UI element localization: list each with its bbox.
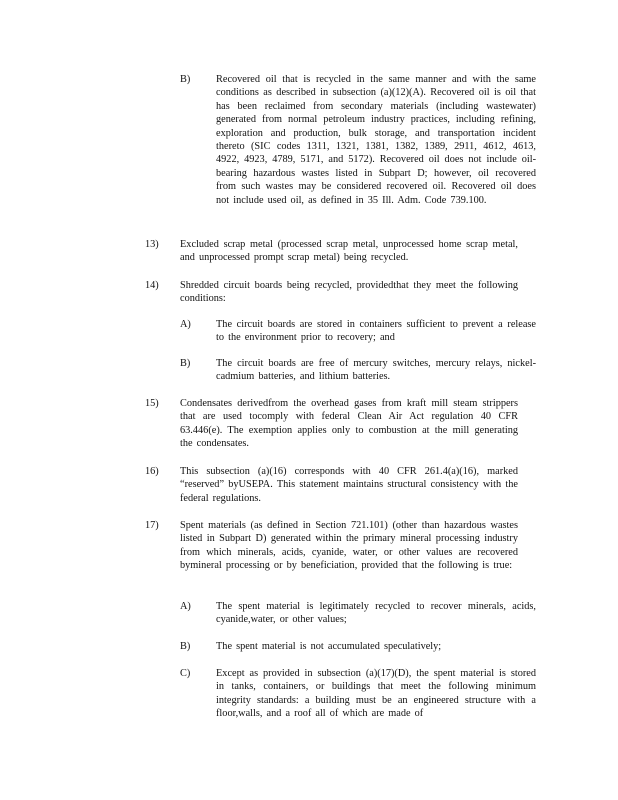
entry-marker: 17)	[145, 520, 159, 531]
entry-marker: B)	[180, 641, 191, 652]
entry-marker: A)	[180, 601, 191, 612]
entry-marker: 16)	[145, 466, 159, 477]
entry-text: Shredded circuit boards being recycled, providedthat they meet the following conditions:	[180, 280, 518, 305]
entry-marker: 15)	[145, 398, 159, 409]
entry-text: Recovered oil that is recycled in the same manner and with the same conditions as described in subsection (a)(12)(A). Recovered oil is oil that has been reclaimed from secondary materials (including wastewater) generated from normal petroleum industry practices, including refining, exploration and production, bulk storage, and transportation incident thereto (SIC codes 1311, 1321, 1381, 1382, 1389, 2911, 4612, 4613, 4922, 4923, 4789, 5171, and 5172). Recovered oil does not include oil-bearing hazardous wastes listed in Subpart D; however, oil recovered from such wastes may be considered recovered oil. Recovered oil does not include used oil, as defined in 35 Ill. Adm. Code 739.100.	[216, 74, 536, 206]
entry-text: The circuit boards are free of mercury switches, mercury relays, nickel-cadmium batteries, and lithium batteries.	[216, 358, 536, 383]
entry-text: Except as provided in subsection (a)(17)(D), the spent material is stored in tanks, containers, or buildings that meet the following minimum integrity standards: a building must be an engineered structure with a floor,walls, and a roof all of which are made of	[216, 668, 536, 720]
entry-marker: B)	[180, 358, 191, 369]
entry-text: The circuit boards are stored in containers sufficient to prevent a release to the environment prior to recovery; and	[216, 319, 536, 344]
entry-text: Condensates derivedfrom the overhead gases from kraft mill steam strippers that are used tocomply with federal Clean Air Act regulation 40 CFR 63.446(e). The exemption applies only to combustion at the mill generating the condensates.	[180, 398, 518, 450]
entry-text: Excluded scrap metal (processed scrap metal, unprocessed home scrap metal, and unprocessed prompt scrap metal) being recycled.	[180, 239, 518, 264]
entry-marker: 13)	[145, 239, 159, 250]
entry-text: The spent material is legitimately recycled to recover minerals, acids, cyanide,water, or other values;	[216, 601, 536, 626]
entry-marker: B)	[180, 74, 191, 85]
entry-marker: 14)	[145, 280, 159, 291]
entry-text: The spent material is not accumulated speculatively;	[216, 641, 442, 652]
entry-text: Spent materials (as defined in Section 721.101) (other than hazardous wastes listed in Subpart D) generated within the primary mineral processing industry from which minerals, acids, cyanide, water, or other values are recovered bymineral processing or by beneficiation, provided that the following is true:	[180, 520, 518, 572]
entry-marker: C)	[180, 668, 191, 679]
entry-text: This subsection (a)(16) corresponds with 40 CFR 261.4(a)(16), marked “reserved” byUSEPA. This statement maintains structural consistency with the federal regulations.	[180, 466, 518, 504]
entry-marker: A)	[180, 319, 191, 330]
